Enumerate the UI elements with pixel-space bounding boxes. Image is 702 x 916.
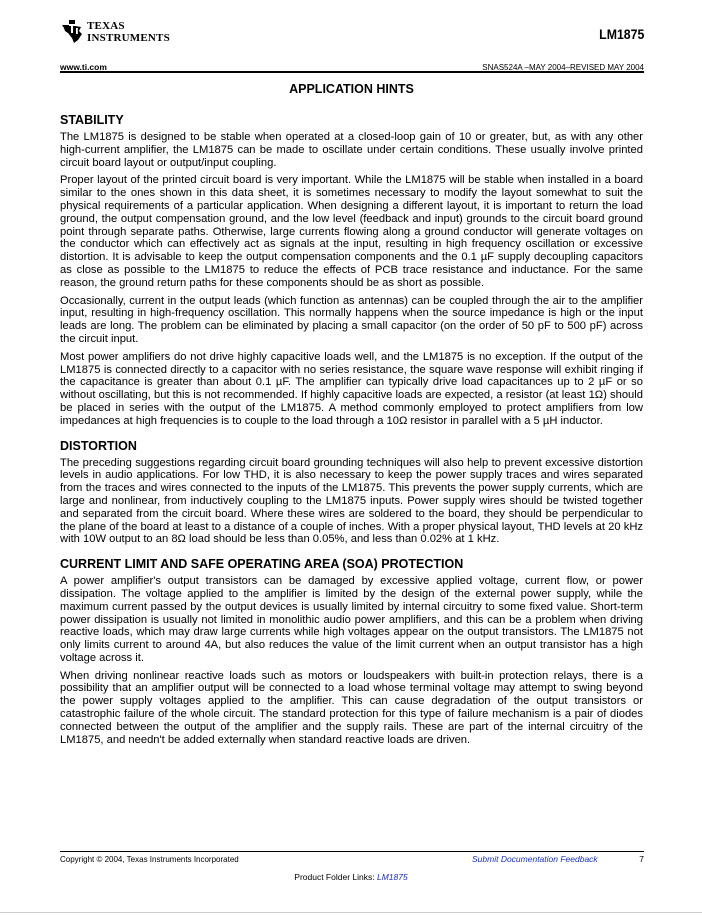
logo-text (87, 20, 170, 44)
logo-line2: INSTRUMENTS (87, 32, 170, 44)
ti-logo-icon (60, 18, 86, 44)
website-link[interactable]: www.ti.com (60, 62, 107, 72)
ti-logo (60, 18, 172, 48)
part-number: LM1875 (598, 26, 644, 42)
paragraph: The preceding suggestions regarding circuit board grounding techniques will also help to prevent excessive distortion levels in audio applications. For low THD, it is also necessary to keep the power supply traces and wires separated from the traces and wires connected to the inputs of the LM1875. This prevents the power supply currents, which are large and nonlinear, from inductively coupling to the LM1875 inputs. Power supply wires should be twisted together and separated from the circuit board. Where these wires are soldered to the board, they should be perpendicular to the plane of the board at least to a distance of a couple of inches. With a proper physical layout, THD levels at 20 kHz with 10W output to an 8Ω load should be less than 0.05%, and less than 0.02% at 1 kHz. (60, 456, 643, 546)
paragraph: Occasionally, current in the output leads (which function as antennas) can be coupled through the air to the amplifier input, resulting in high-frequency oscillation. This normally happens when the source impedance is high or the input leads are long. The problem can be eliminated by placing a small capacitor (on the order of 50 pF to 500 pF) across the circuit input. (60, 294, 643, 345)
header-rule (60, 71, 644, 73)
paragraph: A power amplifier's output transistors can be damaged by excessive applied voltage, current flow, or power dissipation. The voltage applied to the amplifier is limited by the design of the external power supply, while the maximum current passed by the output devices is usually limited by internal circuitry to some fixed value. Short-term power dissipation is usually not limited in monolithic audio power amplifiers, and this can be a problem when driving reactive loads, which may draw large currents while high voltages appear on the output transistors. The LM1875 not only limits current to around 4A, but also reduces the value of the limit current when an output transistor has a high voltage across it. (60, 575, 643, 664)
paragraph: Proper layout of the printed circuit board is very important. While the LM1875 will be stable when installed in a board similar to the ones shown in this data sheet, it is sometimes necessary to modify the layout somewhat to suit the physical requirements of a particular application. When designing a different layout, it is important to return the load ground, the output compensation ground, and the low level (feedback and input) grounds to the circuit board ground point through separate paths. Otherwise, large currents flowing along a ground conductor will generate voltages on the conductor which can effectively act as signals at the input, resulting in high frequency oscillation or excessive distortion. It is advisable to keep the output compensation components and the 0.1 µF supply decoupling capacitors as close as possible to the LM1875 to reduce the effects of PCB trace resistance and inductance. For the same reason, the ground return paths for these components should be as short as possible. (60, 174, 643, 289)
paragraph: The LM1875 is designed to be stable when operated at a closed-loop gain of 10 or greater, but, as with any other high-current amplifier, the LM1875 can be made to oscillate under certain conditions. These usually involve printed circuit board layout or output/input coupling. (60, 131, 643, 169)
folder-link[interactable]: LM1875 (376, 872, 408, 882)
section-heading-stability: STABILITY (60, 113, 124, 127)
product-folder-links (0, 872, 702, 882)
section-heading-distortion: DISTORTION (60, 438, 137, 453)
main-content (60, 82, 643, 751)
paragraph: Most power amplifiers do not drive highly capacitive loads well, and the LM1875 is no exception. If the output of the LM1875 is connected directly to a capacitor with no series resistance, the square wave response will exhibit ringing if the capacitance is greater than about 0.1 µF. The amplifier can typically drive load capacitances up to 2 µF or so without oscillating, but this is not recommended. If highly capacitive loads are expected, a resistor (at least 1Ω) should be placed in series with the output of the LM1875. A method commonly employed to protect amplifiers from low impedances at high frequencies is to couple to the load through a 10Ω resistor in parallel with a 5 µH inductor. (60, 350, 643, 427)
footer-rule (60, 851, 644, 852)
folder-label: Product Folder Links: (294, 872, 375, 882)
document-number: SNAS524A –MAY 2004–REVISED MAY 2004 (482, 63, 644, 72)
logo-line1: TEXAS (87, 20, 125, 32)
page-title: APPLICATION HINTS (289, 82, 414, 96)
copyright: Copyright © 2004, Texas Instruments Incorporated (60, 855, 239, 864)
page-bottom-edge (0, 912, 702, 913)
paragraph: When driving nonlinear reactive loads such as motors or loudspeakers with built-in protection relays, there is a possibility that an amplifier output will be connected to a load whose terminal voltage may attempt to swing beyond the power supply voltages applied to the amplifier. This can cause degradation of the output transistors or catastrophic failure of the whole circuit. The standard protection for this type of failure mechanism is a pair of diodes connected between the output of the amplifier and the supply rails. These are part of the internal circuitry of the LM1875, and needn't be added externally when standard reactive loads are driven. (60, 669, 643, 746)
section-heading-current-limit: CURRENT LIMIT AND SAFE OPERATING AREA (SOA) PROTECTION (60, 557, 464, 572)
feedback-link[interactable]: Submit Documentation Feedback (472, 854, 598, 864)
page-number: 7 (639, 854, 644, 864)
